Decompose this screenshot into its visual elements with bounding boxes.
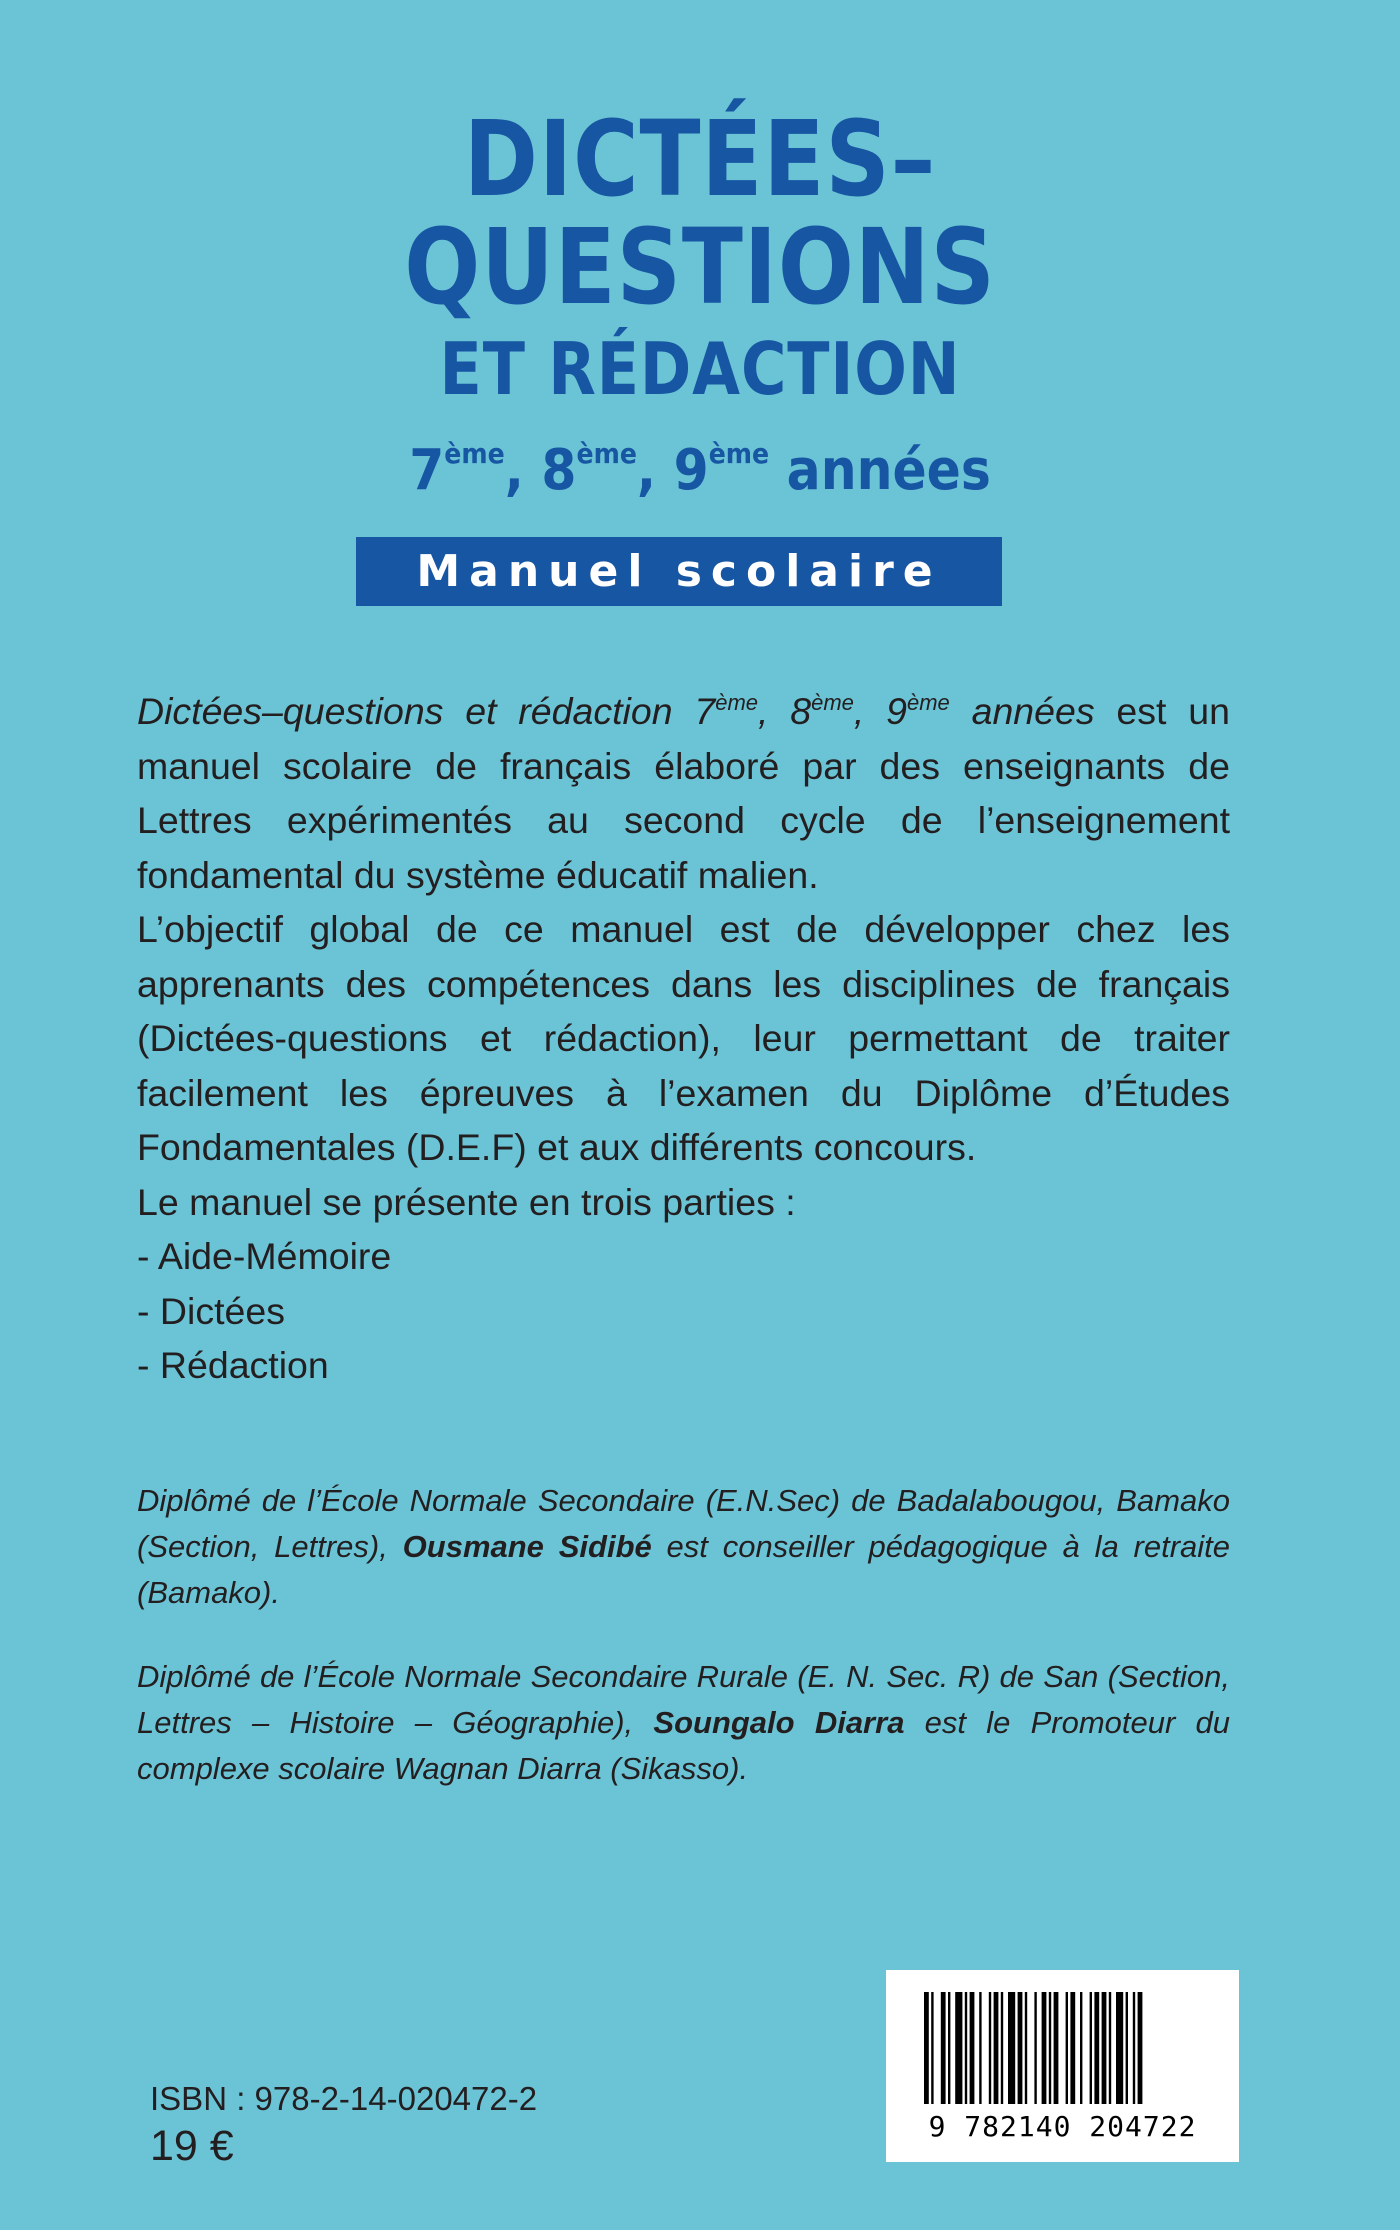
barcode-bars <box>886 1970 1239 2110</box>
price: 19 € <box>150 2122 234 2170</box>
back-cover-blurb <box>137 676 1230 1393</box>
title-line-3: ET RÉDACTION <box>439 327 961 411</box>
author-bio-1: Diplômé de l’École Normale Secondaire (E.N.Sec) de Badalabougou, Bamako (Section, Lettres), Ousmane Sidibé est conseiller pédagogique à la retraite (Bamako). <box>137 1483 1230 1610</box>
list-item: - Dictées <box>137 1289 285 1332</box>
blurb-paragraph-1: Dictées–questions et rédaction 7ème, 8ème, 9ème années est un manuel scolaire de français élaboré par des enseignants de Lettres expérimentés au second cycle de l’enseignement fondamental du système éducatif malien. <box>137 690 1230 896</box>
author-name: Soungalo Diarra <box>653 1705 905 1740</box>
author-bio-2: Diplômé de l’École Normale Secondaire Rurale (E. N. Sec. R) de San (Section, Lettres – Histoire – Géographie), Soungalo Diarra est le Promoteur du complexe scolaire Wagnan Diarra (Sikasso). <box>137 1659 1231 1786</box>
author-name: Ousmane Sidibé <box>402 1529 652 1564</box>
book-title <box>0 98 1400 506</box>
list-item: - Aide-Mémoire <box>137 1235 392 1277</box>
title-line-1: DICTÉES– <box>463 98 937 220</box>
barcode-number: 9 782140 204722 <box>928 2110 1197 2143</box>
subtitle-banner: Manuel scolaire <box>356 537 1002 606</box>
blurb-paragraph-2: L’objectif global de ce manuel est de développer chez les apprenants des compétences dans les disciplines de français (Dictées-questions et rédaction), leur permettant de traiter facilement les épreuves à l’examen du Diplôme d’Études Fondamentales (D.E.F) et aux différents concours. <box>137 908 1230 1168</box>
isbn: ISBN : 978-2-14-020472-2 <box>150 2080 538 2117</box>
title-grades: 7ème, 8ème, 9ème années <box>409 437 991 503</box>
barcode <box>886 1970 1239 2162</box>
blurb-paragraph-3: Le manuel se présente en trois parties : <box>137 1180 796 1223</box>
list-item: - Rédaction <box>137 1344 329 1386</box>
title-line-2: QUESTIONS <box>404 206 996 328</box>
